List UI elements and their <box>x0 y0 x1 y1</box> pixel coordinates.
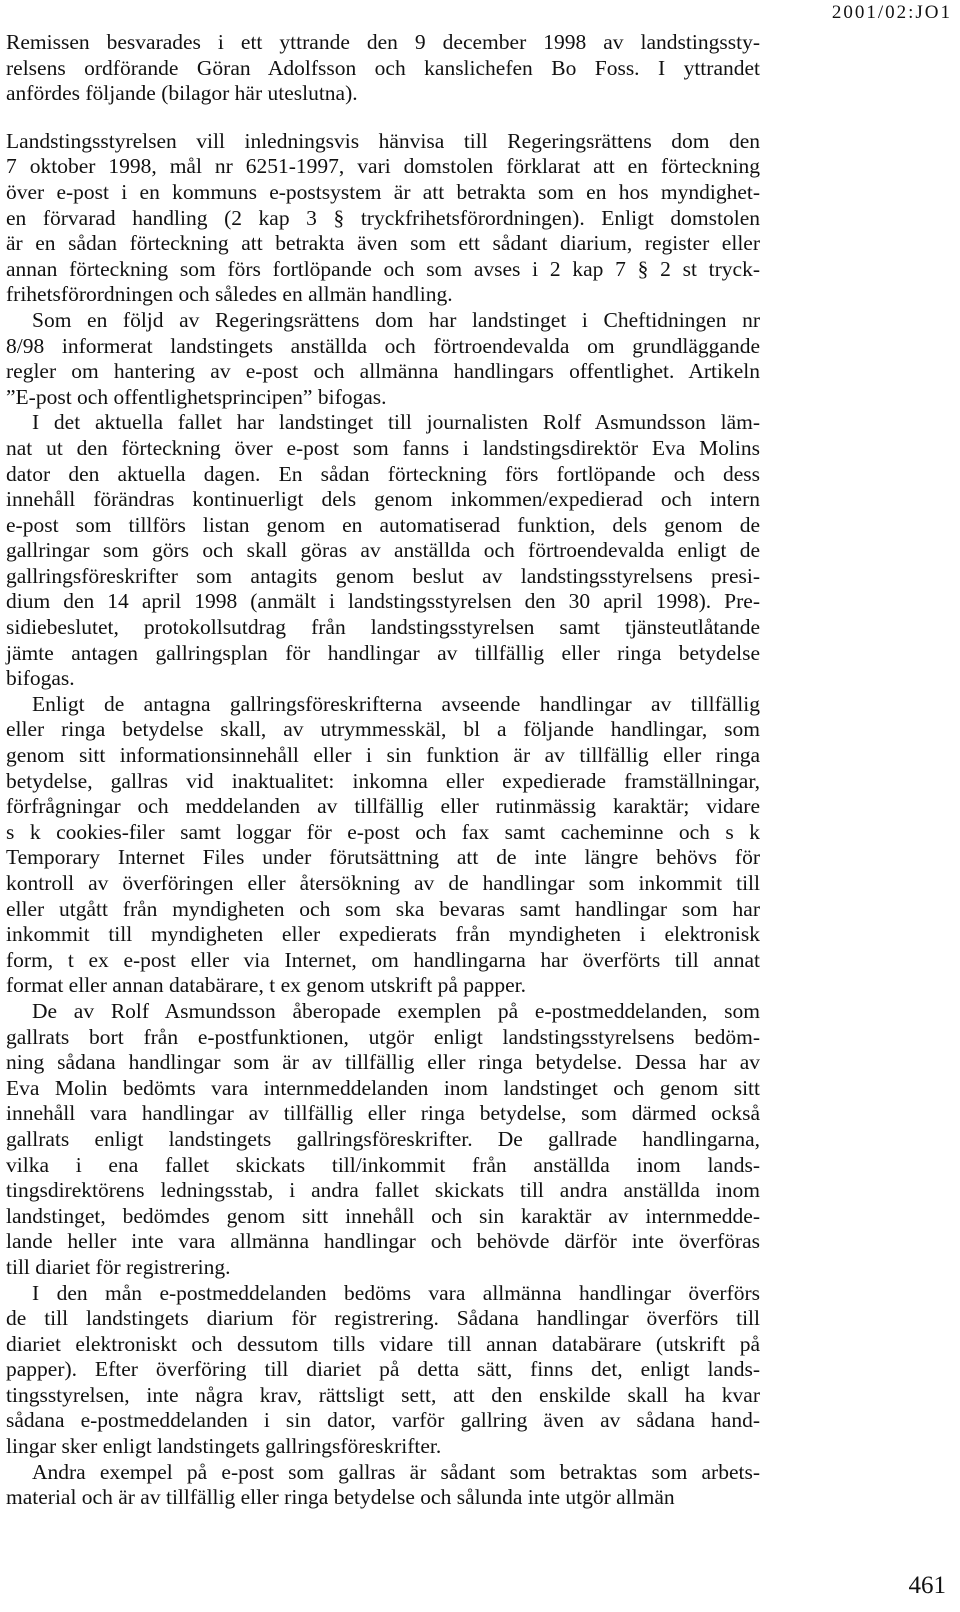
text-line: eller ringa betydelse skall, av utrymmesskäl, bl a följande handlingar, som <box>6 717 760 742</box>
text-line: frihetsförordningen och således en allmän handling. <box>6 282 453 307</box>
text-line: tingsstyrelsen, inte några krav, rättsligt sett, att den enskilde skall ha kvar <box>6 1382 760 1407</box>
text-line: kontroll av överföringen eller återsökning av de handlingar som inkommit till <box>6 871 760 895</box>
text-line: över e-post i en kommuns e-postsystem är att betrakta som en hos myndighet- <box>6 179 760 204</box>
text-line: innehåll vara handlingar av tillfällig eller ringa betydelse, som därmed också <box>6 1101 760 1126</box>
text-line: sådana e-postmeddelanden i sin dator, varför gallring även av sådana hand- <box>6 1408 760 1433</box>
text-line: dium den 14 april 1998 (anmält i landstingsstyrelsen den 30 april 1998). Pre- <box>6 589 760 614</box>
text-line: till diariet för registrering. <box>6 1254 231 1279</box>
document-code: 2001/02:JO1 <box>831 2 952 23</box>
text-line: inkommit till myndigheten eller expedierats från myndigheten i elektronisk <box>6 922 760 947</box>
text-line: 7 oktober 1998, mål nr 6251-1997, vari domstolen förklarat att en förteckning <box>6 154 760 179</box>
text-line: genom sitt informationsinnehåll eller i sin funktion är av tillfällig eller ringa <box>6 743 760 768</box>
text-line: s k cookies-filer samt loggar för e-post och fax samt cacheminne och s k <box>6 819 760 844</box>
paragraph <box>6 1281 760 1460</box>
text-line: gallrats bort från e-postfunktionen, utgör enligt landstingsstyrelsens bedöm- <box>6 1024 760 1049</box>
text-line: I det aktuella fallet har landstinget till journalisten Rolf Asmundsson läm- <box>32 410 760 435</box>
text-line: Enligt de antagna gallringsföreskrifterna avseende handlingar av tillfällig <box>32 691 760 716</box>
text-line: diariet elektroniskt och dessutom tills vidare till annan databärare (utskrift på <box>6 1331 760 1356</box>
text-line: ”E-post och offentlighetsprincipen” bifogas. <box>6 384 387 409</box>
text-line: De av Rolf Asmundsson åberopade exemplen på e-postmeddelanden, som <box>32 998 760 1023</box>
text-line: ning sådana handlingar som är av tillfällig eller ringa betydelse. Dessa har av <box>6 1050 760 1075</box>
text-line: annan förteckning som förs fortlöpande och som avses i 2 kap 7 § 2 st tryck- <box>6 256 760 281</box>
text-line: Remissen besvarades i ett yttrande den 9 december 1998 av landstingssty- <box>6 30 760 54</box>
paragraph <box>6 692 760 999</box>
text-line: Andra exempel på e-post som gallras är sådant som betraktas som arbets- <box>32 1459 760 1484</box>
text-line: bifogas. <box>6 666 75 691</box>
text-line: format eller annan databärare, t ex genom utskrift på papper. <box>6 973 526 998</box>
paragraph <box>6 1460 760 1511</box>
text-line: landstinget, bedömdes genom sitt innehåll och sin karaktär av internmedde- <box>6 1203 760 1228</box>
text-line: en förvarad handling (2 kap 3 § tryckfrihetsförordningen). Enligt domstolen <box>6 205 760 230</box>
page-number: 461 <box>908 1572 946 1599</box>
text-line: I den mån e-postmeddelanden bedöms vara allmänna handlingar överförs <box>32 1280 760 1305</box>
text-line: tingsdirektörens ledningsstab, i andra fallet skickats till andra anställda inom <box>6 1178 760 1203</box>
text-line: papper). Efter överföring till diariet på detta sätt, finns det, enligt lands- <box>6 1357 760 1382</box>
text-line: förfrågningar och meddelanden av tillfällig eller rutinmässig karaktär; vidare <box>6 794 760 819</box>
text-line: 8/98 informerat landstingets anställda och förtroendevalda om grundläggande <box>6 333 760 358</box>
text-line: innehåll förändras kontinuerligt dels genom inkommen/expedierad och intern <box>6 487 760 512</box>
text-line: Temporary Internet Files under förutsättning att de inte längre behövs för <box>6 845 760 870</box>
text-line: relsens ordförande Göran Adolfsson och kanslichefen Bo Foss. I yttrandet <box>6 55 760 80</box>
text-line: material och är av tillfällig eller ringa betydelse och sålunda inte utgör allmän <box>6 1485 675 1510</box>
text-line: dator den aktuella dagen. En sådan förteckning förs fortlöpande och dess <box>6 461 760 486</box>
text-line: gallringar som görs och skall göras av anställda och förtroendevalda enligt de <box>6 538 760 563</box>
paragraph <box>6 129 760 308</box>
paragraph <box>6 410 760 692</box>
text-line: lingar sker enligt landstingets gallringsföreskrifter. <box>6 1434 442 1459</box>
text-line: Landstingsstyrelsen vill inledningsvis hänvisa till Regeringsrättens dom den <box>6 128 760 153</box>
text-line: gallringsföreskrifter som antagits genom beslut av landstingsstyrelsens presi- <box>6 563 760 588</box>
paragraph-gap <box>6 107 760 129</box>
text-line: regler om hantering av e-post och allmänna handlingars offentlighet. Artikeln <box>6 359 760 384</box>
text-line: Eva Molin bedömts vara internmeddelanden inom landstinget och genom sitt <box>6 1075 760 1100</box>
text-line: är en sådan förteckning att betrakta även som ett sådant diarium, register eller <box>6 231 760 256</box>
text-line: jämte antagen gallringsplan för handlingar av tillfällig eller ringa betydelse <box>6 640 760 665</box>
paragraph <box>6 30 760 107</box>
body-text <box>6 30 760 1511</box>
text-line: sidiebeslutet, protokollsutdrag från landstingsstyrelsen samt tjänsteutlåtande <box>6 615 760 640</box>
text-line: anfördes följande (bilagor här uteslutna). <box>6 81 358 106</box>
text-line: Som en följd av Regeringsrättens dom har landstinget i Cheftidningen nr <box>32 307 760 332</box>
text-line: vilka i ena fallet skickats till/inkommit från anställda inom lands- <box>6 1152 760 1177</box>
text-line: form, t ex e-post eller via Internet, om handlingarna har överförts till annat <box>6 947 760 972</box>
text-line: lande heller inte vara allmänna handlingar och behövde därför inte överföras <box>6 1229 760 1254</box>
text-line: nat ut den förteckning över e-post som fanns i landstingsdirektör Eva Molins <box>6 435 760 460</box>
paragraph <box>6 999 760 1281</box>
text-line: de till landstingets diarium för registrering. Sådana handlingar överförs till <box>6 1306 760 1331</box>
paragraph <box>6 308 760 410</box>
text-line: betydelse, gallras vid inaktualitet: inkomna eller expedierade framställningar, <box>6 768 760 793</box>
text-line: gallrats enligt landstingets gallringsföreskrifter. De gallrade handlingarna, <box>6 1126 760 1151</box>
text-line: eller utgått från myndigheten och som ska bevaras samt handlingar som har <box>6 896 760 921</box>
text-line: e-post som tillförs listan genom en automatiserad funktion, dels genom de <box>6 512 760 537</box>
